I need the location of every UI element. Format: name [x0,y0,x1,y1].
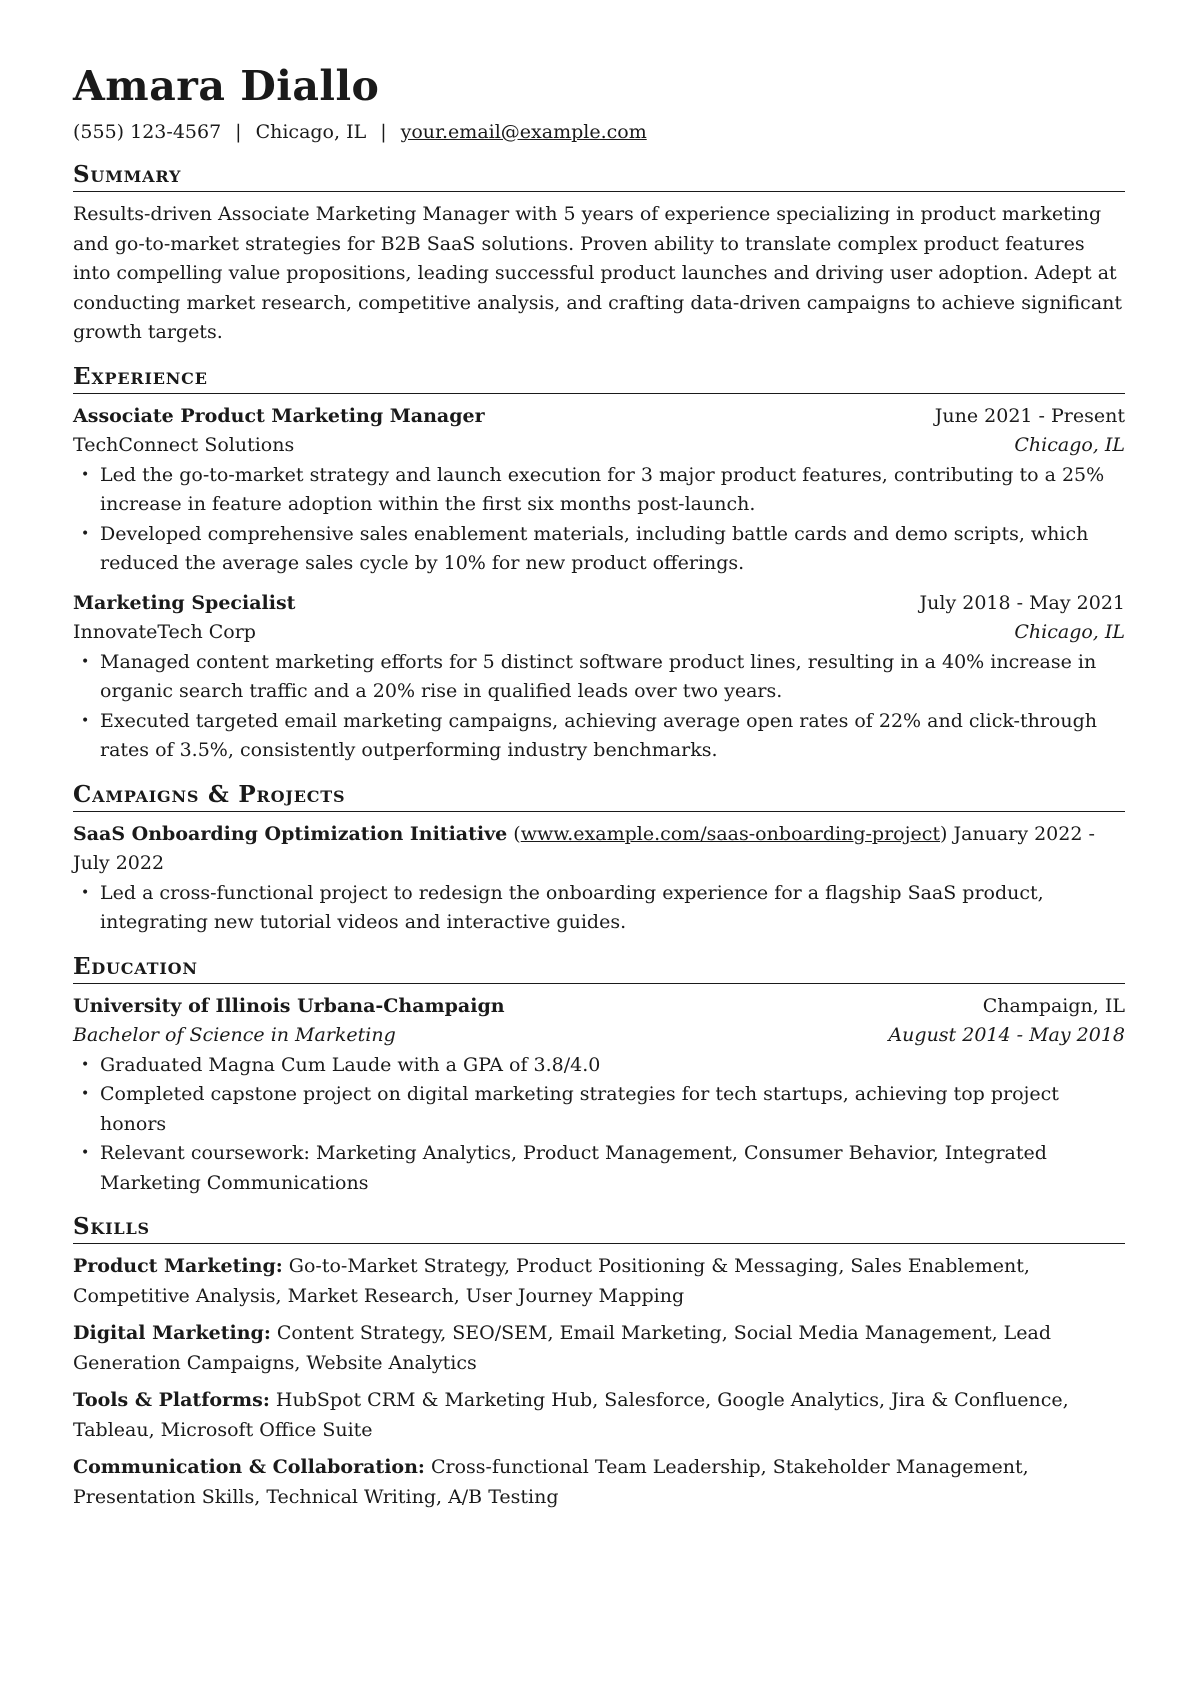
bullet-text: Graduated Magna Cum Laude with a GPA of 3.8/4.0 [100,1053,601,1076]
section-title-projects: Campaigns & Projects [73,780,1125,812]
bullet-item [73,1139,1125,1198]
bullet-icon: • [81,466,90,483]
skill-group [73,1453,1125,1512]
bullet-icon: • [81,1056,90,1073]
bullet-item [73,461,1125,520]
job-entry [73,589,1125,766]
bullet-text: Managed content marketing efforts for 5 distinct software product lines, resulting in a 40% increase in organic search traffic and a 20% rise in qualified leads over two years. [100,650,1097,702]
bullet-text: Led a cross-functional project to redesign the onboarding experience for a flagship SaaS product, integrating new tutorial videos and interactive guides. [100,881,1044,933]
bullet-icon: • [81,653,90,670]
degree: Bachelor of Science in Marketing [73,1024,396,1046]
bullet-icon: • [81,712,90,729]
candidate-name: Amara Diallo [73,62,380,110]
bullet-item [73,520,1125,579]
resume-content [73,58,1125,1520]
summary-section [73,160,1125,348]
skill-group [73,1319,1125,1378]
section-title-experience: Experience [73,362,1125,394]
bullet-item [73,1051,1125,1081]
job-role: Marketing Specialist [73,591,296,614]
project-link[interactable]: www.example.com/saas-onboarding-project [520,822,941,845]
skills-section [73,1212,1125,1512]
job-company: InnovateTech Corp [73,621,256,643]
phone-number: (555) 123-4567 [73,121,222,143]
skill-label: Tools & Platforms: [73,1389,270,1411]
school-name: University of Illinois Urbana-Champaign [73,994,505,1017]
skill-label: Digital Marketing: [73,1322,271,1344]
project-header: SaaS Onboarding Optimization Initiative (www.example.com/saas-onboarding-project) January 2022 - July 2022 [73,822,1095,874]
job-dates: June 2021 - Present [934,404,1125,427]
bullet-icon: • [81,884,90,901]
section-title-education: Education [73,952,1125,984]
contact-separator: | [380,121,387,143]
education-bullets [73,1051,1125,1199]
contact-separator: | [235,121,242,143]
skill-items: Go-to-Market Strategy, Product Positioning & Messaging, Sales Enablement, Competitive Analysis, Market Research, User Journey Mapping [73,1255,1030,1307]
section-title-skills: Skills [73,1212,1125,1244]
job-company: TechConnect Solutions [73,434,295,456]
job-role: Associate Product Marketing Manager [73,404,485,427]
projects-section [73,780,1125,938]
education-section [73,952,1125,1199]
project-entry [73,820,1125,938]
skill-items: Cross-functional Team Leadership, Stakeholder Management, Presentation Skills, Technical Writing, A/B Testing [73,1456,1029,1508]
education-dates: August 2014 - May 2018 [888,1024,1125,1046]
job-bullets [73,461,1125,579]
email-link[interactable]: your.email@example.com [400,121,647,143]
skill-label: Communication & Collaboration: [73,1456,425,1478]
job-dates: July 2018 - May 2021 [919,591,1125,614]
education-entry [73,992,1125,1199]
bullet-item [73,879,1125,938]
skill-label: Product Marketing: [73,1255,283,1277]
bullet-text: Developed comprehensive sales enablement materials, including battle cards and demo scripts, which reduced the average sales cycle by 10% for new product offerings. [100,522,1089,574]
skill-group [73,1252,1125,1311]
job-location: Chicago, IL [1014,434,1125,456]
bullet-text: Executed targeted email marketing campaigns, achieving average open rates of 22% and click-through rates of 3.5%, consistently outperforming industry benchmarks. [100,709,1097,761]
skill-group [73,1386,1125,1445]
project-bullets [73,879,1125,938]
project-dates: January 2022 - July 2022 [73,822,1095,874]
job-entry [73,402,1125,579]
section-title-summary: Summary [73,160,1125,192]
skill-items: Content Strategy, SEO/SEM, Email Marketing, Social Media Management, Lead Generation Campaigns, Website Analytics [73,1322,1052,1374]
bullet-icon: • [81,1145,90,1161]
project-name: SaaS Onboarding Optimization Initiative [73,822,508,845]
experience-section [73,362,1125,766]
job-location: Chicago, IL [1014,621,1125,643]
summary-text: Results-driven Associate Marketing Manager with 5 years of experience specializing in product marketing and go-to-market strategies for B2B SaaS solutions. Proven ability to translate complex product features into compelling value propositions, leading successful product launches and driving user adoption. Adept at conducting market research, competitive analysis, and crafting data-driven campaigns to achieve significant growth targets. [73,203,1123,343]
school-location: Champaign, IL [982,994,1125,1017]
bullet-item [73,1080,1125,1139]
location: Chicago, IL [255,121,367,143]
bullet-item [73,648,1125,707]
skill-items: HubSpot CRM & Marketing Hub, Salesforce, Google Analytics, Jira & Confluence, Tableau, Microsoft Office Suite [73,1389,1069,1441]
bullet-text: Completed capstone project on digital marketing strategies for tech startups, achieving top project honors [100,1083,1059,1135]
bullet-text: Led the go-to-market strategy and launch execution for 3 major product features, contributing to a 25% increase in feature adoption within the first six months post-launch. [100,463,1105,515]
bullet-item [73,707,1125,766]
bullet-text: Relevant coursework: Marketing Analytics, Product Management, Consumer Behavior, Integrated Marketing Communications [100,1142,1047,1194]
bullet-icon: • [81,1086,90,1102]
contact-line [73,118,1125,146]
bullet-icon: • [81,525,90,542]
job-bullets [73,648,1125,766]
